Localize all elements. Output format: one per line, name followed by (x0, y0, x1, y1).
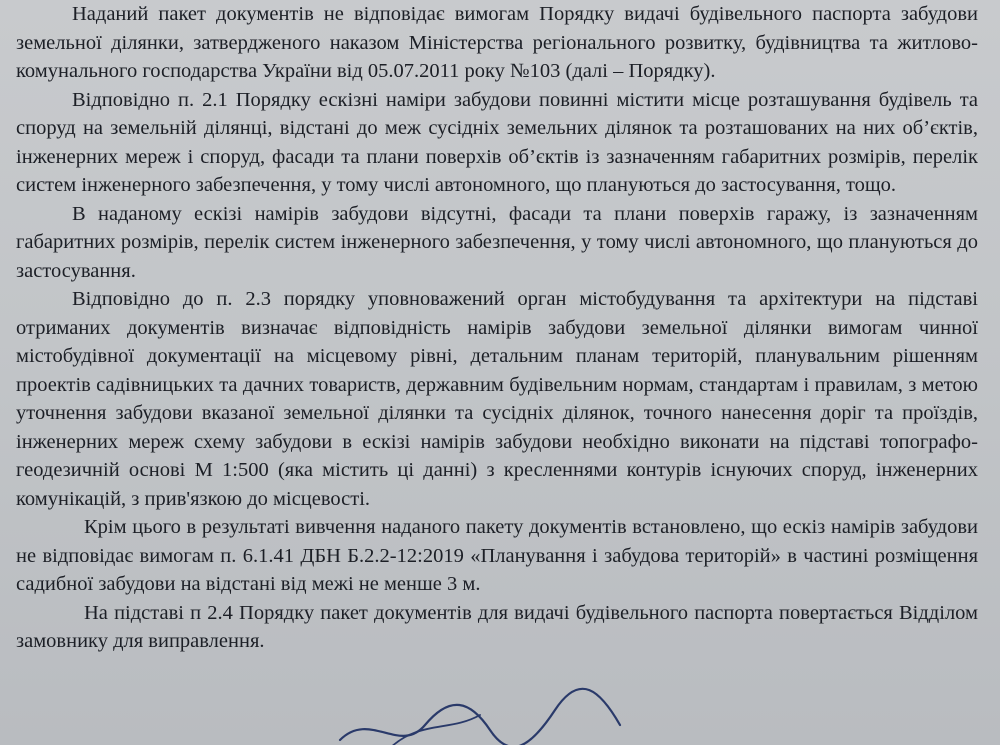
document-body (16, 0, 978, 656)
paragraph-4: Відповідно до п. 2.3 порядку уповноважений орган містобудування та архітектури на підставі отриманих документів визначає відповідність намірів забудови земельної ділянки вимогам чинної містобудівної документації на місцевому рівні, детальним планам територій, планувальним рішенням проектів садівницьких та дачних товариств, державним будівельним нормам, стандартам і правилам, з метою уточнення забудови вказаної земельної ділянки та сусідніх ділянок, точного нанесення доріг та проїздів, інженерних мереж схему забудови в ескізі намірів забудови необхідно виконати на підставі топографо-геодезичній основі М 1:500 (яка містить ці данні) з кресленнями контурів існуючих споруд, інженерних комунікацій, з прив'язкою до місцевості. (16, 288, 978, 510)
paragraph-2: Відповідно п. 2.1 Порядку ескізні наміри забудови повинні містити місце розташування будівель та споруд на земельній ділянці, відстані до меж сусідніх земельних ділянок та розташованих на них об’єктів, інженерних мереж і споруд, фасади та плани поверхів об’єктів із зазначенням габаритних розмірів, перелік систем інженерного забезпечення, у тому числі автономного, що плануються до застосування, тощо. (16, 88, 978, 196)
handwritten-signature (330, 670, 630, 745)
paragraph-5: Крім цього в результаті вивчення наданого пакету документів встановлено, що ескіз намірів забудови не відповідає вимогам п. 6.1.41 ДБН Б.2.2-12:2019 «Планування і забудова територій» в частині розміщення садибної забудови на відстані від межі не менше 3 м. (16, 516, 978, 595)
paragraph-1: Наданий пакет документів не відповідає вимогам Порядку видачі будівельного паспорта забудови земельної ділянки, затвердженого наказом Міністерства регіонального розвитку, будівництва та житлово-комунального господарства України від 05.07.2011 року №103 (далі – Порядку). (16, 3, 978, 82)
paragraph-3: В наданому ескізі намірів забудови відсутні, фасади та плани поверхів гаражу, із зазначенням габаритних розмірів, перелік систем інженерного забезпечення, у тому числі автономного, що плануються до застосування. (16, 202, 978, 282)
paragraph-6: На підставі п 2.4 Порядку пакет документів для видачі будівельного паспорта повертається Відділом замовнику для виправлення. (16, 601, 978, 652)
